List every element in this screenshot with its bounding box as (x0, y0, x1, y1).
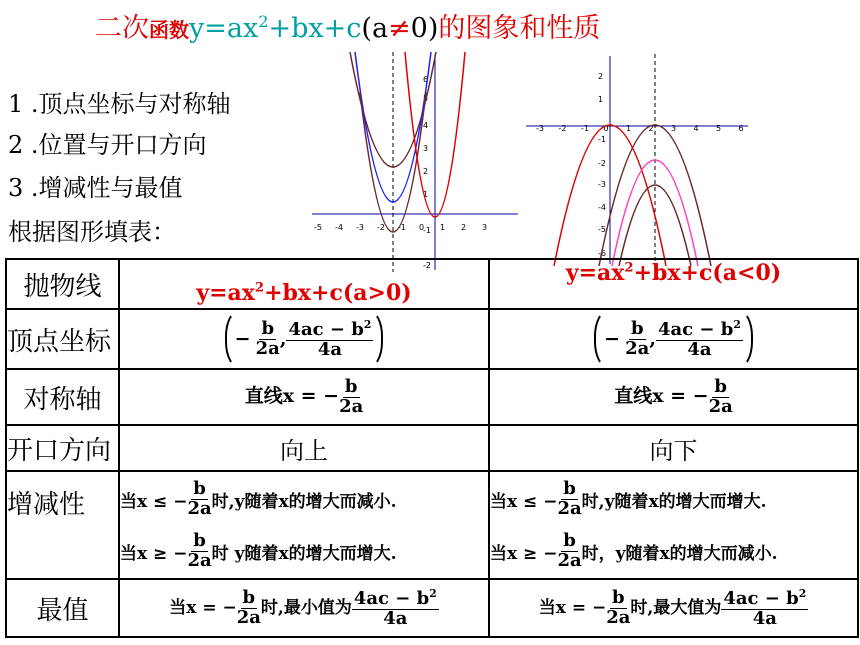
vertex-down: − $\frac{b}{2a}$ , $\frac{4ac - b^2}{4a}$ (489, 309, 858, 369)
x-tick-label: -2 (558, 124, 567, 133)
title-part2: 函数 (149, 18, 189, 42)
x-tick-label: 3 (482, 223, 488, 232)
table-row (6, 259, 858, 309)
label-extremum: 最值 (6, 579, 119, 637)
x-tick-label: -5 (314, 223, 322, 232)
label-axis: 对称轴 (6, 369, 119, 425)
y-tick-label: 5 (423, 94, 429, 103)
x-tick-label: 0 (419, 223, 425, 232)
y-tick-label: 2 (598, 72, 604, 81)
x-tick-label: -4 (335, 223, 343, 232)
title-part1: 二次 (95, 13, 149, 44)
opening-down: 向下 (489, 425, 858, 471)
y-tick-label: 4 (423, 121, 429, 130)
y-tick-label: -4 (598, 203, 606, 212)
outline-item-1: 1 .顶点坐标与对称轴 (8, 90, 231, 118)
table-row (6, 579, 858, 637)
y-tick-label: -2 (598, 159, 606, 168)
monotonicity-up: 当x ≤ − $\frac{b}{2a}$ 时,y随着x的增大而减小. 当x ≥ − $\frac{b}{2a}$ 时 y随着x的增大而增大. (119, 471, 489, 579)
x-tick-label: 2 (461, 223, 467, 232)
opening-up: 向上 (119, 425, 489, 471)
title-condition: (a≠0) (361, 13, 439, 44)
title-part3: 的图象和性质 (438, 13, 601, 44)
vertex-up: − $\frac{b}{2a}$ , $\frac{4ac - b^2}{4a}$ (119, 309, 489, 369)
extremum-up: 当x = − $\frac{b}{2a}$ 时,最小值为 $\frac{4ac - b^2}{4a}$ (119, 579, 489, 637)
title-formula: $y=ax^2+bx+c$ (189, 12, 362, 44)
x-tick-label: 3 (671, 124, 677, 133)
outline-item-3: 3 .增减性与最值 (8, 174, 183, 202)
axis-up: 直线x = − $\frac{b}{2a}$ (119, 369, 489, 425)
label-monotonicity: 增减性 (6, 471, 119, 579)
outline-item-4: 根据图形填表： (8, 218, 176, 246)
x-tick-label: 6 (738, 124, 744, 133)
parabola-up-formula: $y=ax^2+bx+c(a>0)$ (119, 259, 489, 309)
parabola-down-formula: $y=ax^2+bx+c(a<0)$ (489, 259, 858, 309)
x-tick-label: -1 (581, 124, 589, 133)
table-row (6, 425, 858, 471)
x-tick-label: 4 (693, 124, 699, 133)
x-tick-label: 1 (626, 124, 632, 133)
x-tick-label: -2 (377, 223, 385, 232)
y-tick-label: 1 (598, 95, 604, 104)
y-tick-label: -2 (423, 261, 431, 270)
table-row (6, 309, 858, 369)
x-tick-label: 1 (440, 223, 446, 232)
y-tick-label: 6 (423, 75, 429, 84)
downward-parabolas-graph (524, 54, 750, 266)
x-tick-label: -1 (398, 223, 406, 232)
y-tick-label: 1 (423, 190, 429, 199)
page-title (95, 6, 600, 45)
x-tick-label: 5 (716, 124, 722, 133)
monotonicity-down: 当x ≤ − $\frac{b}{2a}$ 时,y随着x的增大而增大. 当x ≥ − $\frac{b}{2a}$ 时，y随着x的增大而减小. (489, 471, 858, 579)
table-row (6, 471, 858, 579)
outline-item-2: 2 .位置与开口方向 (8, 131, 207, 159)
extremum-down: 当x = − $\frac{b}{2a}$ 时,最大值为 $\frac{4ac - b^2}{4a}$ (489, 579, 858, 637)
label-parabola: 抛物线 (6, 259, 119, 309)
x-tick-label: -3 (536, 124, 544, 133)
x-tick-label: 0 (603, 124, 609, 133)
y-tick-label: -1 (423, 226, 431, 235)
upward-parabolas-graph (310, 52, 520, 272)
properties-table (5, 258, 859, 638)
table-row (6, 369, 858, 425)
x-tick-label: 2 (648, 124, 654, 133)
label-vertex: 顶点坐标 (6, 309, 119, 369)
y-tick-label: -6 (598, 249, 606, 258)
label-opening: 开口方向 (6, 425, 119, 471)
axis-down: 直线x = − $\frac{b}{2a}$ (489, 369, 858, 425)
x-tick-label: -3 (356, 223, 364, 232)
y-tick-label: -5 (598, 225, 606, 234)
y-tick-label: 3 (423, 144, 429, 153)
y-tick-label: -3 (598, 180, 606, 189)
y-tick-label: 2 (423, 167, 429, 176)
y-tick-label: -1 (598, 135, 606, 144)
